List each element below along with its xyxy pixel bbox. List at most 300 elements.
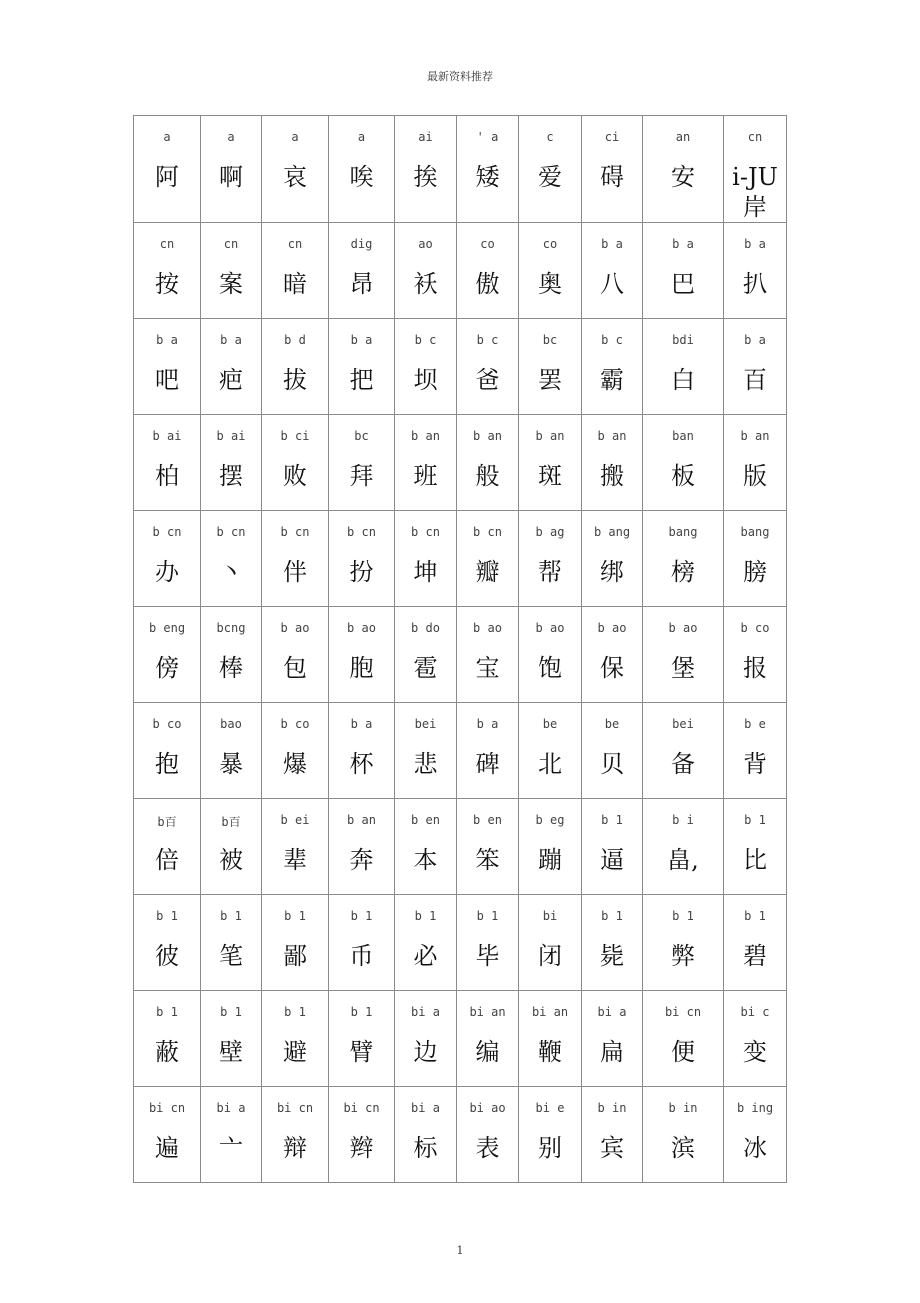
chinese-character: 奥: [538, 270, 562, 298]
chinese-character: 柏: [155, 462, 179, 490]
chinese-character: 毕: [475, 942, 500, 970]
chinese-character: 币: [349, 942, 374, 970]
chinese-character: 本: [413, 846, 438, 874]
pinyin-label: b cn: [411, 525, 440, 539]
pinyin-label: bi cn: [343, 1101, 380, 1115]
table-row: [134, 895, 787, 991]
pinyin-label: b c: [414, 333, 437, 347]
character-cell: [724, 607, 787, 703]
character-cell: [519, 799, 582, 895]
chinese-character: 碑: [475, 750, 500, 778]
pinyin-label: bi cn: [276, 1101, 314, 1115]
character-cell: [201, 1087, 262, 1183]
pinyin-label: b c: [476, 333, 499, 347]
character-cell: [519, 895, 582, 991]
chinese-character: 搬: [600, 462, 624, 490]
character-cell: [724, 895, 787, 991]
chinese-character: 便: [671, 1038, 695, 1066]
character-cell: [329, 415, 395, 511]
pinyin-label: b cn: [216, 525, 246, 539]
pinyin-label: b eg: [535, 813, 565, 827]
chinese-character: 彼: [155, 942, 179, 970]
pinyin-label: b an: [473, 429, 502, 443]
character-cell: [643, 991, 724, 1087]
pinyin-label: b ing: [736, 1101, 774, 1115]
chinese-character: 壁: [219, 1038, 243, 1066]
character-cell: [262, 511, 329, 607]
pinyin-label: bei: [414, 717, 437, 731]
character-cell: [262, 116, 329, 223]
chinese-character: 绑: [600, 558, 624, 586]
chinese-character: 必: [413, 942, 438, 970]
pinyin-label: ai: [418, 130, 433, 144]
character-cell: [519, 415, 582, 511]
pinyin-label: b a: [744, 333, 766, 347]
chinese-character: 败: [283, 462, 307, 490]
character-cell: [457, 511, 519, 607]
character-cell: [724, 991, 787, 1087]
chinese-character: 霸: [600, 366, 624, 394]
character-cell: [395, 223, 457, 319]
chinese-character: 弊: [671, 942, 695, 970]
pinyin-label: b en: [473, 813, 502, 827]
chinese-character: 宾: [600, 1134, 624, 1162]
pinyin-label: b d: [284, 333, 306, 347]
chinese-character: 胞: [349, 654, 374, 682]
pinyin-label: bang: [668, 525, 698, 539]
pinyin-label: b cn: [473, 525, 502, 539]
pinyin-label: b a: [672, 237, 694, 251]
pinyin-label: ban: [672, 429, 694, 443]
character-cell: [262, 415, 329, 511]
chinese-character: 按: [155, 270, 179, 298]
character-cell: [134, 799, 201, 895]
character-cell: [329, 607, 395, 703]
character-cell: [643, 895, 724, 991]
pinyin-label: b do: [411, 621, 440, 635]
character-cell: [395, 799, 457, 895]
character-cell: [262, 991, 329, 1087]
chinese-character: 畠,: [667, 846, 699, 874]
chinese-character: 避: [283, 1038, 307, 1066]
chinese-character: 逼: [600, 846, 624, 874]
pinyin-label: b 1: [284, 1005, 306, 1019]
pinyin-label: bdi: [672, 333, 694, 347]
pinyin-label: b eng: [148, 621, 186, 635]
pinyin-label: co: [480, 237, 495, 251]
chinese-character: 扮: [349, 558, 374, 586]
character-cell: [457, 991, 519, 1087]
chinese-character: 板: [671, 462, 695, 490]
pinyin-label: be: [604, 717, 620, 731]
pinyin-label: bi a: [411, 1101, 440, 1115]
chinese-character: 巴: [671, 270, 695, 298]
character-cell: [134, 991, 201, 1087]
pinyin-label: b co: [740, 621, 770, 635]
character-cell: [395, 895, 457, 991]
character-cell: [201, 799, 262, 895]
chinese-character: 办: [155, 558, 179, 586]
pinyin-label: b a: [476, 717, 499, 731]
character-cell: [643, 703, 724, 799]
chinese-character: 背: [743, 750, 767, 778]
pinyin-label: bi a: [597, 1005, 627, 1019]
character-cell: [329, 1087, 395, 1183]
chinese-character: 比: [743, 846, 767, 874]
character-cell: [519, 991, 582, 1087]
character-cell: [457, 116, 519, 223]
chinese-character: 杯: [349, 750, 374, 778]
chinese-character: 版: [743, 462, 767, 490]
pinyin-label: b ao: [473, 621, 502, 635]
chinese-character: 爸: [475, 366, 500, 394]
character-cell: [724, 415, 787, 511]
table-row: [134, 415, 787, 511]
chinese-character: 笔: [219, 942, 243, 970]
character-cell: [329, 116, 395, 223]
character-cell: [134, 415, 201, 511]
character-cell: [582, 116, 643, 223]
chinese-character: 挨: [413, 163, 438, 191]
chinese-character: 百: [743, 366, 767, 394]
chinese-character: 堡: [671, 654, 695, 682]
pinyin-label: b e: [744, 717, 766, 731]
pinyin-label: b in: [597, 1101, 627, 1115]
chinese-character: 阿: [155, 163, 179, 191]
chinese-character: 蹦: [538, 846, 562, 874]
pinyin-label: b 1: [284, 909, 306, 923]
chinese-character: 帮: [538, 558, 562, 586]
character-cell: [201, 319, 262, 415]
character-cell: [201, 895, 262, 991]
character-cell: [457, 415, 519, 511]
character-cell: [643, 415, 724, 511]
character-cell: [201, 415, 262, 511]
pinyin-label: bei: [672, 717, 694, 731]
chinese-character: 冰: [743, 1134, 767, 1162]
pinyin-label: b cn: [152, 525, 182, 539]
table-row: [134, 116, 787, 223]
chinese-character: 爱: [538, 163, 562, 191]
pinyin-label: a: [227, 130, 235, 144]
chinese-character: i-JU 岸: [732, 163, 778, 221]
character-cell: [262, 895, 329, 991]
pinyin-label: b a: [350, 717, 373, 731]
pinyin-label: b 1: [601, 909, 623, 923]
character-cell: [582, 415, 643, 511]
pinyin-label: b a: [156, 333, 178, 347]
character-cell: [395, 116, 457, 223]
character-cell: [457, 895, 519, 991]
table-row: [134, 799, 787, 895]
character-cell: [519, 607, 582, 703]
chinese-character: 贝: [600, 750, 624, 778]
chinese-character: 膀: [743, 558, 767, 586]
chinese-character: 悲: [413, 750, 438, 778]
chinese-character: 八: [600, 270, 624, 298]
character-cell: [329, 319, 395, 415]
pinyin-label: cn: [287, 237, 303, 251]
chinese-character: 饱: [538, 654, 562, 682]
chinese-character: 伴: [283, 558, 307, 586]
chinese-character: 棒: [219, 654, 243, 682]
chinese-character: 笨: [475, 846, 500, 874]
character-cell: [724, 1087, 787, 1183]
chinese-character: 雹: [413, 654, 438, 682]
chinese-character: 唉: [349, 163, 374, 191]
pinyin-label: b an: [740, 429, 770, 443]
character-cell: [457, 1087, 519, 1183]
table-row: [134, 607, 787, 703]
character-cell: [582, 703, 643, 799]
character-cell: [262, 223, 329, 319]
pinyin-label: b co: [280, 717, 310, 731]
pinyin-label: b 1: [220, 909, 242, 923]
character-cell: [724, 703, 787, 799]
character-cell: [395, 319, 457, 415]
pinyin-label: b i: [672, 813, 694, 827]
pinyin-label: bi a: [216, 1101, 246, 1115]
pinyin-label: b an: [347, 813, 376, 827]
character-cell: [201, 607, 262, 703]
pinyin-label: b a: [744, 237, 766, 251]
chinese-character: 被: [219, 846, 243, 874]
character-cell: [724, 319, 787, 415]
character-cell: [643, 511, 724, 607]
chinese-character: 啊: [219, 163, 243, 191]
table-row: [134, 1087, 787, 1183]
chinese-character: 边: [413, 1038, 438, 1066]
character-cell: [262, 1087, 329, 1183]
character-cell: [519, 116, 582, 223]
pinyin-label: b ei: [280, 813, 310, 827]
character-cell: [134, 116, 201, 223]
chinese-character: 表: [475, 1134, 500, 1162]
table-row: [134, 223, 787, 319]
character-cell: [134, 223, 201, 319]
character-cell: [582, 511, 643, 607]
character-cell: [724, 799, 787, 895]
character-cell: [134, 1087, 201, 1183]
chinese-character: 闭: [538, 942, 562, 970]
pinyin-label: b百: [157, 815, 177, 829]
chinese-character: 包: [283, 654, 307, 682]
character-cell: [457, 703, 519, 799]
pinyin-label: b co: [152, 717, 182, 731]
chinese-character: 备: [671, 750, 695, 778]
chinese-character: 般: [475, 462, 500, 490]
chinese-character: 蔽: [155, 1038, 179, 1066]
chinese-character: 暴: [219, 750, 243, 778]
pinyin-label: b 1: [156, 1005, 178, 1019]
chinese-character: 安: [671, 163, 695, 191]
pinyin-label: bi e: [535, 1101, 565, 1115]
character-cell: [643, 607, 724, 703]
pinyin-label: bi an: [469, 1005, 506, 1019]
chinese-character: 鞭: [538, 1038, 562, 1066]
chinese-character: 爆: [283, 750, 307, 778]
character-cell: [519, 703, 582, 799]
character-cell: [724, 223, 787, 319]
chinese-character: 坝: [413, 366, 438, 394]
pinyin-label: b 1: [156, 909, 178, 923]
character-cell: [395, 703, 457, 799]
pinyin-label: bi: [542, 909, 558, 923]
character-cell: [395, 607, 457, 703]
pinyin-label: an: [675, 130, 691, 144]
character-cell: [582, 1087, 643, 1183]
chinese-character: 遍: [155, 1134, 179, 1162]
chinese-character: 碧: [743, 942, 767, 970]
chinese-character: 臂: [349, 1038, 374, 1066]
pinyin-label: bi cn: [148, 1101, 186, 1115]
pinyin-label: a: [163, 130, 171, 144]
character-cell: [519, 223, 582, 319]
chinese-character: 暗: [283, 270, 307, 298]
pinyin-label: dig: [350, 237, 373, 251]
pinyin-character-table: [133, 115, 787, 1183]
character-cell: [201, 511, 262, 607]
character-cell: [582, 319, 643, 415]
chinese-character: 北: [538, 750, 562, 778]
chinese-character: 辫: [349, 1134, 374, 1162]
pinyin-label: b an: [597, 429, 627, 443]
pinyin-label: b cn: [347, 525, 376, 539]
chinese-character: 矮: [475, 163, 500, 191]
character-cell: [582, 991, 643, 1087]
pinyin-label: b ao: [280, 621, 310, 635]
character-cell: [582, 223, 643, 319]
pinyin-label: ' a: [476, 130, 499, 144]
character-cell: [262, 703, 329, 799]
pinyin-label: bc: [354, 429, 369, 443]
chinese-character: 扒: [743, 270, 767, 298]
chinese-character: 傍: [155, 654, 179, 682]
chinese-character: 标: [413, 1134, 438, 1162]
chinese-character: 白: [671, 366, 695, 394]
character-cell: [724, 511, 787, 607]
character-cell: [582, 895, 643, 991]
pinyin-label: b 1: [744, 909, 766, 923]
character-cell: [134, 607, 201, 703]
table-row: [134, 511, 787, 607]
character-cell: [724, 116, 787, 223]
character-cell: [329, 895, 395, 991]
chinese-character: 把: [349, 366, 374, 394]
pinyin-label: a: [291, 130, 299, 144]
pinyin-label: cn: [223, 237, 239, 251]
pinyin-label: co: [542, 237, 558, 251]
character-cell: [519, 511, 582, 607]
chinese-character: 别: [538, 1134, 562, 1162]
character-cell: [262, 319, 329, 415]
pinyin-label: bi ao: [469, 1101, 506, 1115]
character-cell: [395, 415, 457, 511]
pinyin-label: b in: [668, 1101, 698, 1115]
chinese-character: 丶: [219, 558, 243, 586]
table-row: [134, 319, 787, 415]
character-cell: [582, 799, 643, 895]
pinyin-label: bi a: [411, 1005, 440, 1019]
page-number: 1: [456, 1244, 464, 1257]
chinese-character: 拜: [349, 462, 374, 490]
chinese-character: 榜: [671, 558, 695, 586]
page-header-title: 最新资料推荐: [427, 70, 493, 83]
character-cell: [329, 511, 395, 607]
pinyin-label: b a: [601, 237, 623, 251]
chinese-character: 辩: [283, 1134, 307, 1162]
pinyin-label: b百: [221, 815, 241, 829]
character-cell: [643, 799, 724, 895]
pinyin-label: bi cn: [664, 1005, 702, 1019]
chinese-character: 瓣: [475, 558, 500, 586]
pinyin-label: c: [546, 130, 554, 144]
character-cell: [134, 319, 201, 415]
character-cell: [395, 511, 457, 607]
pinyin-label: b ao: [597, 621, 627, 635]
character-cell: [643, 116, 724, 223]
character-cell: [201, 223, 262, 319]
pinyin-label: b an: [411, 429, 440, 443]
pinyin-label: b 1: [601, 813, 623, 827]
chinese-character: 罢: [538, 366, 562, 394]
pinyin-label: b a: [220, 333, 242, 347]
character-cell: [643, 319, 724, 415]
pinyin-label: b 1: [350, 909, 373, 923]
pinyin-label: b ai: [152, 429, 182, 443]
character-cell: [201, 991, 262, 1087]
chinese-character: 疤: [219, 366, 243, 394]
chinese-character: 扁: [600, 1038, 624, 1066]
pinyin-label: b en: [411, 813, 440, 827]
chinese-character: 吧: [155, 366, 179, 394]
character-cell: [134, 511, 201, 607]
chinese-character: 昂: [349, 270, 374, 298]
pinyin-label: cn: [747, 130, 763, 144]
pinyin-label: b ag: [535, 525, 565, 539]
table-row: [134, 703, 787, 799]
character-cell: [457, 799, 519, 895]
chinese-character: 班: [413, 462, 438, 490]
chinese-character: 奔: [349, 846, 374, 874]
pinyin-label: b a: [350, 333, 373, 347]
pinyin-label: b 1: [220, 1005, 242, 1019]
character-cell: [643, 1087, 724, 1183]
chinese-character: 倍: [155, 846, 179, 874]
pinyin-label: b ao: [347, 621, 376, 635]
chinese-character: 斑: [538, 462, 562, 490]
character-cell: [395, 991, 457, 1087]
chinese-character: 坤: [413, 558, 438, 586]
character-cell: [329, 703, 395, 799]
character-cell: [519, 1087, 582, 1183]
character-cell: [643, 223, 724, 319]
pinyin-label: bi c: [740, 1005, 770, 1019]
chinese-character: 案: [219, 270, 243, 298]
pinyin-label: a: [357, 130, 366, 144]
chinese-character: 袄: [413, 270, 438, 298]
chinese-character: 毙: [600, 942, 624, 970]
chinese-character: 鄙: [283, 942, 307, 970]
character-cell: [457, 223, 519, 319]
pinyin-label: b ci: [280, 429, 310, 443]
chinese-character: 拔: [283, 366, 307, 394]
pinyin-label: b 1: [744, 813, 766, 827]
table-row: [134, 991, 787, 1087]
chinese-character: 抱: [155, 750, 179, 778]
pinyin-label: bi an: [531, 1005, 569, 1019]
character-cell: [395, 1087, 457, 1183]
